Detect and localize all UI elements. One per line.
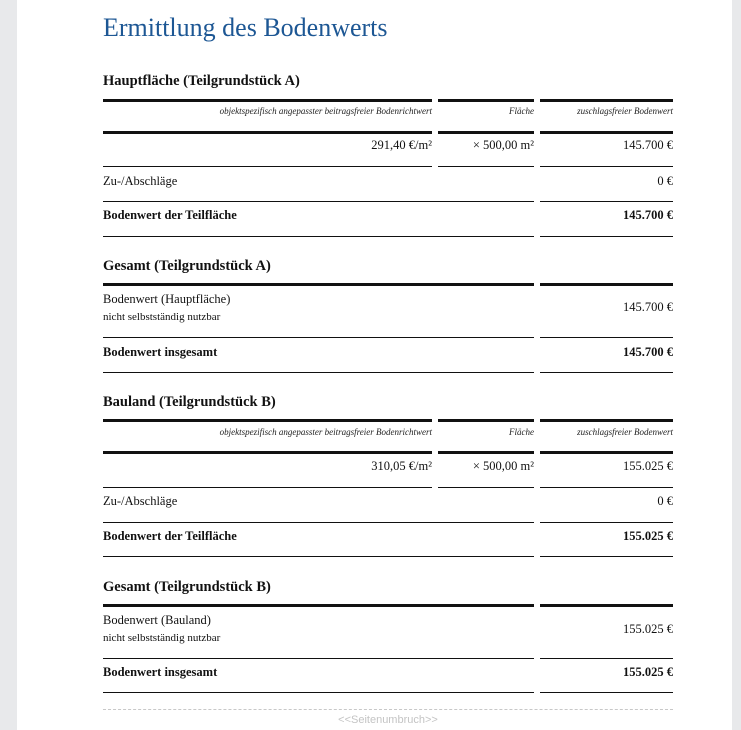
rule bbox=[103, 451, 432, 454]
rule bbox=[540, 658, 673, 659]
subtotal-value: 145.700 € bbox=[623, 208, 673, 222]
rule bbox=[103, 201, 534, 202]
section-a-heading: Hauptfläche (Teilgrundstück A) bbox=[103, 73, 300, 89]
subtotal-value: 155.025 € bbox=[623, 529, 673, 543]
rule bbox=[103, 522, 534, 523]
page-break-marker: <<Seitenumbruch>> bbox=[338, 714, 438, 726]
column-header-area: Fläche bbox=[509, 427, 534, 437]
rule bbox=[438, 166, 534, 167]
rule bbox=[438, 99, 534, 102]
rule bbox=[103, 658, 534, 659]
rule bbox=[103, 131, 432, 134]
rule bbox=[540, 236, 673, 237]
page-break-divider bbox=[103, 709, 673, 710]
area-cell: × 500,00 m² bbox=[472, 138, 534, 152]
column-header-value: zuschlagsfreier Bodenwert bbox=[577, 106, 673, 116]
value-cell: 155.025 € bbox=[623, 459, 673, 473]
rule bbox=[103, 556, 534, 557]
summary-b-heading: Gesamt (Teilgrundstück B) bbox=[103, 579, 271, 595]
rule bbox=[103, 283, 534, 286]
rule bbox=[103, 487, 432, 488]
column-header-price: objektspezifisch angepasster beitragsfreier Bodenrichtwert bbox=[219, 427, 432, 437]
price-cell: 291,40 €/m² bbox=[371, 138, 432, 152]
rule bbox=[438, 419, 534, 422]
rule bbox=[540, 166, 673, 167]
summary-item-note: nicht selbstständig nutzbar bbox=[103, 632, 221, 644]
value-cell: 145.700 € bbox=[623, 138, 673, 152]
column-header-price: objektspezifisch angepasster beitragsfreier Bodenrichtwert bbox=[219, 106, 432, 116]
summary-item-value: 145.700 € bbox=[623, 300, 673, 314]
adjustment-value: 0 € bbox=[657, 174, 673, 188]
rule bbox=[540, 283, 673, 286]
adjustment-label: Zu-/Abschläge bbox=[103, 174, 178, 188]
rule bbox=[540, 337, 673, 338]
rule bbox=[103, 337, 534, 338]
rule bbox=[540, 419, 673, 422]
adjustment-value: 0 € bbox=[657, 494, 673, 508]
rule bbox=[103, 99, 432, 102]
rule bbox=[438, 487, 534, 488]
document-page bbox=[17, 0, 732, 730]
grand-total-label: Bodenwert insgesamt bbox=[103, 665, 218, 679]
column-header-value: zuschlagsfreier Bodenwert bbox=[577, 427, 673, 437]
rule bbox=[103, 604, 534, 607]
rule bbox=[103, 236, 534, 237]
area-cell: × 500,00 m² bbox=[472, 459, 534, 473]
rule bbox=[438, 131, 534, 134]
grand-total-value: 145.700 € bbox=[623, 345, 673, 359]
rule bbox=[103, 692, 534, 693]
rule bbox=[540, 131, 673, 134]
summary-item-label: Bodenwert (Bauland) bbox=[103, 613, 211, 627]
rule bbox=[438, 451, 534, 454]
summary-item-note: nicht selbstständig nutzbar bbox=[103, 311, 221, 323]
rule bbox=[540, 372, 673, 373]
price-cell: 310,05 €/m² bbox=[371, 459, 432, 473]
rule bbox=[103, 166, 432, 167]
rule bbox=[540, 522, 673, 523]
subtotal-label: Bodenwert der Teilfläche bbox=[103, 529, 237, 543]
rule bbox=[103, 419, 432, 422]
summary-item-label: Bodenwert (Hauptfläche) bbox=[103, 292, 231, 306]
grand-total-label: Bodenwert insgesamt bbox=[103, 345, 218, 359]
rule bbox=[540, 604, 673, 607]
summary-a-heading: Gesamt (Teilgrundstück A) bbox=[103, 258, 271, 274]
column-header-area: Fläche bbox=[509, 106, 534, 116]
grand-total-value: 155.025 € bbox=[623, 665, 673, 679]
adjustment-label: Zu-/Abschläge bbox=[103, 494, 178, 508]
rule bbox=[540, 99, 673, 102]
page-title: Ermittlung des Bodenwerts bbox=[103, 13, 388, 42]
rule bbox=[540, 556, 673, 557]
rule bbox=[540, 487, 673, 488]
section-b-heading: Bauland (Teilgrundstück B) bbox=[103, 394, 276, 410]
subtotal-label: Bodenwert der Teilfläche bbox=[103, 208, 237, 222]
rule bbox=[540, 451, 673, 454]
rule bbox=[540, 692, 673, 693]
rule bbox=[103, 372, 534, 373]
summary-item-value: 155.025 € bbox=[623, 622, 673, 636]
rule bbox=[540, 201, 673, 202]
